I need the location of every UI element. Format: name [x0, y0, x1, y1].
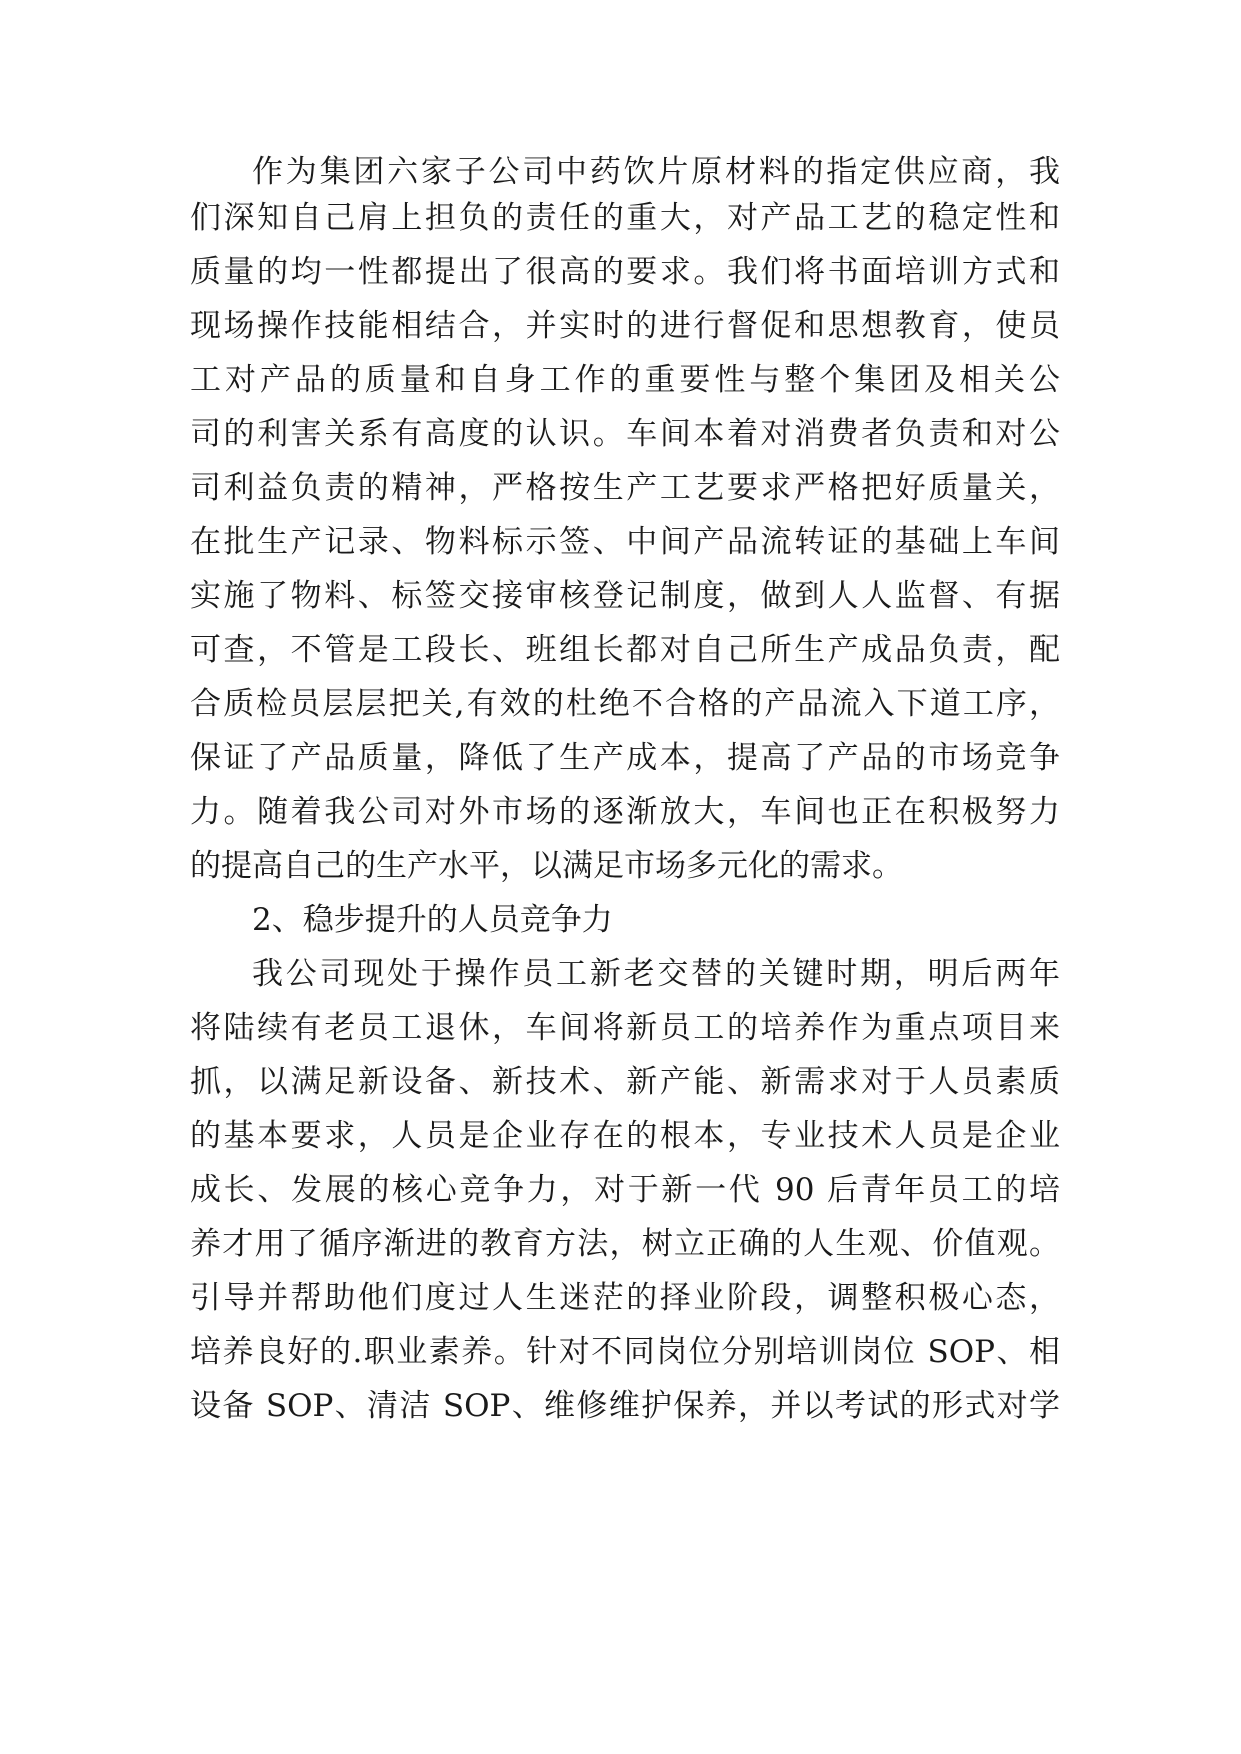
paragraph-line: 培养良好的.职业素养。针对不同岗位分别培训岗位 SOP、相 [190, 1334, 1060, 1370]
paragraph-line: 抓，以满足新设备、新技术、新产能、新需求对于人员素质 [190, 1064, 1060, 1100]
section-heading: 2、稳步提升的人员竞争力 [252, 902, 613, 938]
paragraph-line: 引导并帮助他们度过人生迷茫的择业阶段，调整积极心态， [190, 1280, 1060, 1316]
paragraph-line: 成长、发展的核心竞争力，对于新一代 90 后青年员工的培 [190, 1172, 1060, 1208]
paragraph-line: 设备 SOP、清洁 SOP、维修维护保养，并以考试的形式对学 [190, 1388, 1060, 1424]
paragraph-line: 合质检员层层把关,有效的杜绝不合格的产品流入下道工序， [190, 686, 1060, 722]
paragraph-line: 养才用了循序渐进的教育方法，树立正确的人生观、价值观。 [190, 1226, 1060, 1262]
paragraph-line: 工对产品的质量和自身工作的重要性与整个集团及相关公 [190, 362, 1060, 398]
paragraph-line: 司利益负责的精神，严格按生产工艺要求严格把好质量关， [190, 470, 1060, 506]
paragraph-line: 可查，不管是工段长、班组长都对自己所生产成品负责，配 [190, 632, 1060, 668]
paragraph-line: 力。随着我公司对外市场的逐渐放大，车间也正在积极努力 [190, 794, 1060, 830]
paragraph-line: 作为集团六家子公司中药饮片原材料的指定供应商，我 [252, 154, 1060, 190]
paragraph-line: 现场操作技能相结合，并实时的进行督促和思想教育，使员 [190, 308, 1060, 344]
paragraph-line: 我公司现处于操作员工新老交替的关键时期，明后两年 [252, 956, 1060, 992]
paragraph-line: 的基本要求，人员是企业存在的根本，专业技术人员是企业 [190, 1118, 1060, 1154]
paragraph-line: 实施了物料、标签交接审核登记制度，做到人人监督、有据 [190, 578, 1060, 614]
paragraph-line: 司的利害关系有高度的认识。车间本着对消费者负责和对公 [190, 416, 1060, 452]
paragraph-line: 们深知自己肩上担负的责任的重大，对产品工艺的稳定性和 [190, 200, 1060, 236]
paragraph-line: 在批生产记录、物料标示签、中间产品流转证的基础上车间 [190, 524, 1060, 560]
paragraph-line: 保证了产品质量，降低了生产成本，提高了产品的市场竞争 [190, 740, 1060, 776]
paragraph-line: 将陆续有老员工退休，车间将新员工的培养作为重点项目来 [190, 1010, 1060, 1046]
paragraph-line: 的提高自己的生产水平，以满足市场多元化的需求。 [190, 848, 903, 884]
paragraph-line: 质量的均一性都提出了很高的要求。我们将书面培训方式和 [190, 254, 1060, 290]
